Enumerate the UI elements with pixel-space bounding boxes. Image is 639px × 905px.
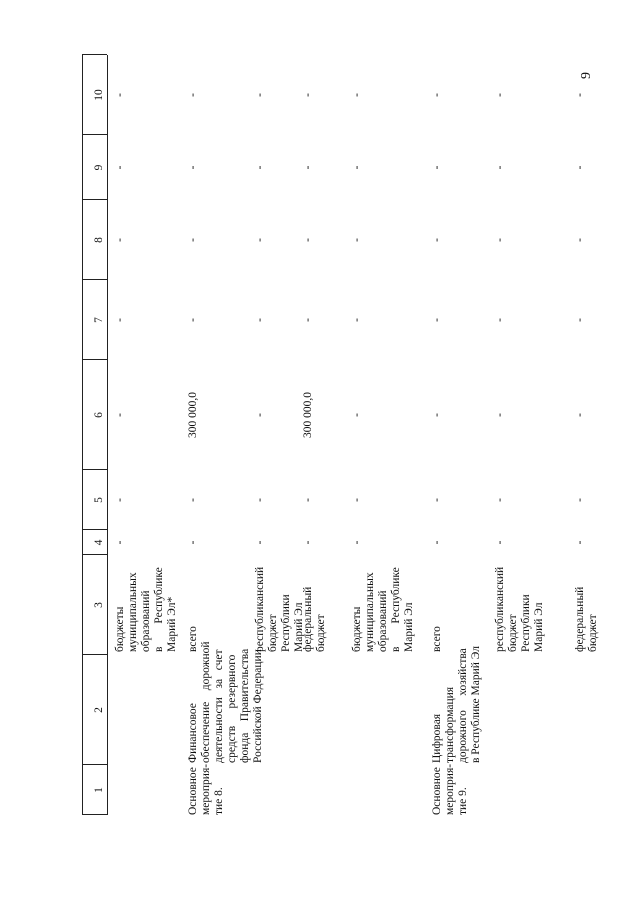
- column-header: 1: [93, 787, 105, 793]
- value-cell: -: [302, 318, 314, 322]
- c2-text: фонда Правительства: [239, 648, 251, 763]
- column-header: 5: [93, 497, 105, 503]
- value-cell: -: [574, 165, 586, 170]
- value-cell: -: [302, 498, 314, 502]
- value-cell: -: [187, 540, 199, 545]
- column-separator: [82, 764, 107, 765]
- header-top-border: [82, 55, 83, 815]
- c3-text: республиканский: [494, 566, 506, 652]
- c2-text: обеспечение дорожной: [200, 641, 212, 763]
- value-cell: -: [114, 165, 126, 170]
- value-cell: -: [431, 540, 443, 545]
- c2-text: средств резервного: [226, 654, 238, 763]
- column-header: 4: [93, 539, 105, 546]
- c3-text: Марий Эл: [533, 602, 545, 652]
- value-cell: -: [494, 165, 506, 170]
- c3-text: образований: [140, 590, 152, 652]
- value-cell: -: [351, 238, 363, 242]
- c2-text: Финансовое: [187, 703, 199, 763]
- value-cell: -: [494, 413, 506, 417]
- value-cell: -: [574, 238, 586, 242]
- value-cell: -: [351, 498, 363, 502]
- c3-text: Марий Эл*: [166, 596, 178, 652]
- value-cell: -: [574, 93, 586, 97]
- c3-text: бюджеты: [351, 606, 363, 652]
- column-header: 2: [93, 707, 105, 713]
- c3-text: бюджет: [507, 614, 519, 652]
- value-cell: 300 000,0: [302, 392, 314, 438]
- c3-text: всего: [431, 626, 443, 652]
- value-cell: -: [114, 93, 126, 97]
- c2-text: деятельности за счет: [213, 649, 225, 763]
- c3-text: в Республике: [390, 567, 402, 652]
- column-separator: [82, 359, 107, 360]
- value-cell: -: [187, 165, 199, 170]
- value-cell: -: [114, 498, 126, 502]
- c3-text: федеральный: [302, 586, 314, 652]
- value-cell: -: [494, 238, 506, 242]
- c3-text: Республики: [280, 594, 292, 652]
- column-separator: [82, 279, 107, 280]
- value-cell: -: [351, 93, 363, 97]
- column-header: 10: [93, 89, 105, 101]
- value-cell: -: [187, 93, 199, 97]
- value-cell: -: [114, 413, 126, 417]
- value-cell: -: [254, 498, 266, 502]
- column-header: 7: [93, 317, 105, 323]
- value-cell: -: [574, 540, 586, 545]
- value-cell: -: [494, 318, 506, 322]
- c2-text: дорожного хозяйства: [457, 648, 469, 763]
- value-cell: -: [431, 498, 443, 502]
- column-header: 6: [93, 412, 105, 418]
- c3-text: в Республике: [153, 567, 165, 652]
- value-cell: -: [574, 413, 586, 417]
- value-cell: -: [254, 318, 266, 322]
- value-cell: -: [431, 318, 443, 322]
- value-cell: -: [431, 413, 443, 417]
- column-separator: [82, 654, 107, 655]
- c2-text: трансформация: [444, 686, 456, 763]
- value-cell: 300 000,0: [187, 392, 199, 438]
- value-cell: -: [494, 93, 506, 97]
- value-cell: -: [254, 165, 266, 170]
- value-cell: -: [187, 318, 199, 322]
- column-header: 3: [93, 602, 105, 608]
- c3-text: республиканский: [254, 566, 266, 652]
- value-cell: -: [114, 540, 126, 545]
- value-cell: -: [254, 238, 266, 242]
- value-cell: -: [187, 498, 199, 502]
- value-cell: -: [494, 540, 506, 545]
- column-separator: [82, 54, 107, 55]
- column-separator: [82, 469, 107, 470]
- c2-text: Российской Федерации: [252, 649, 264, 763]
- value-cell: -: [302, 238, 314, 242]
- c3-text: бюджет: [267, 614, 279, 652]
- value-cell: -: [254, 93, 266, 97]
- column-separator: [82, 134, 107, 135]
- value-cell: -: [351, 318, 363, 322]
- c3-text: муниципальных: [127, 572, 139, 652]
- c3-text: образований: [377, 590, 389, 652]
- c3-text: Марий Эл: [293, 602, 305, 652]
- c3-text: Республики: [520, 594, 532, 652]
- value-cell: -: [431, 93, 443, 97]
- column-separator: [82, 199, 107, 200]
- value-cell: -: [302, 540, 314, 545]
- c3-text: всего: [187, 626, 199, 652]
- c1-text: мероприя-: [200, 763, 212, 815]
- value-cell: -: [302, 165, 314, 170]
- column-separator: [82, 814, 107, 815]
- c3-text: бюджет: [315, 614, 327, 652]
- column-header: 8: [93, 237, 105, 243]
- value-cell: -: [351, 413, 363, 417]
- value-cell: -: [574, 498, 586, 502]
- value-cell: -: [574, 318, 586, 322]
- c2-text: в Республике Марий Эл: [470, 646, 482, 763]
- c1-text: тие 8.: [213, 787, 225, 815]
- c1-text: тие 9.: [457, 787, 469, 815]
- column-header: 9: [93, 164, 105, 171]
- c1-text: Основное: [187, 767, 199, 815]
- c3-text: федеральный: [574, 586, 586, 652]
- value-cell: -: [351, 540, 363, 545]
- c3-text: бюджет: [587, 614, 599, 652]
- c3-text: Марий Эл: [403, 602, 415, 652]
- page-number: 9: [579, 72, 594, 79]
- c1-text: Основное: [431, 767, 443, 815]
- c2-text: Цифровая: [431, 713, 443, 763]
- value-cell: -: [254, 413, 266, 417]
- value-cell: -: [351, 165, 363, 170]
- header-bottom-border: [107, 55, 108, 815]
- value-cell: -: [302, 93, 314, 97]
- value-cell: -: [114, 318, 126, 322]
- c3-text: бюджеты: [114, 606, 126, 652]
- value-cell: -: [431, 165, 443, 170]
- value-cell: -: [494, 498, 506, 502]
- c1-text: мероприя-: [444, 763, 456, 815]
- value-cell: -: [254, 540, 266, 545]
- value-cell: -: [114, 238, 126, 242]
- c3-text: муниципальных: [364, 572, 376, 652]
- value-cell: -: [431, 238, 443, 242]
- value-cell: -: [187, 238, 199, 242]
